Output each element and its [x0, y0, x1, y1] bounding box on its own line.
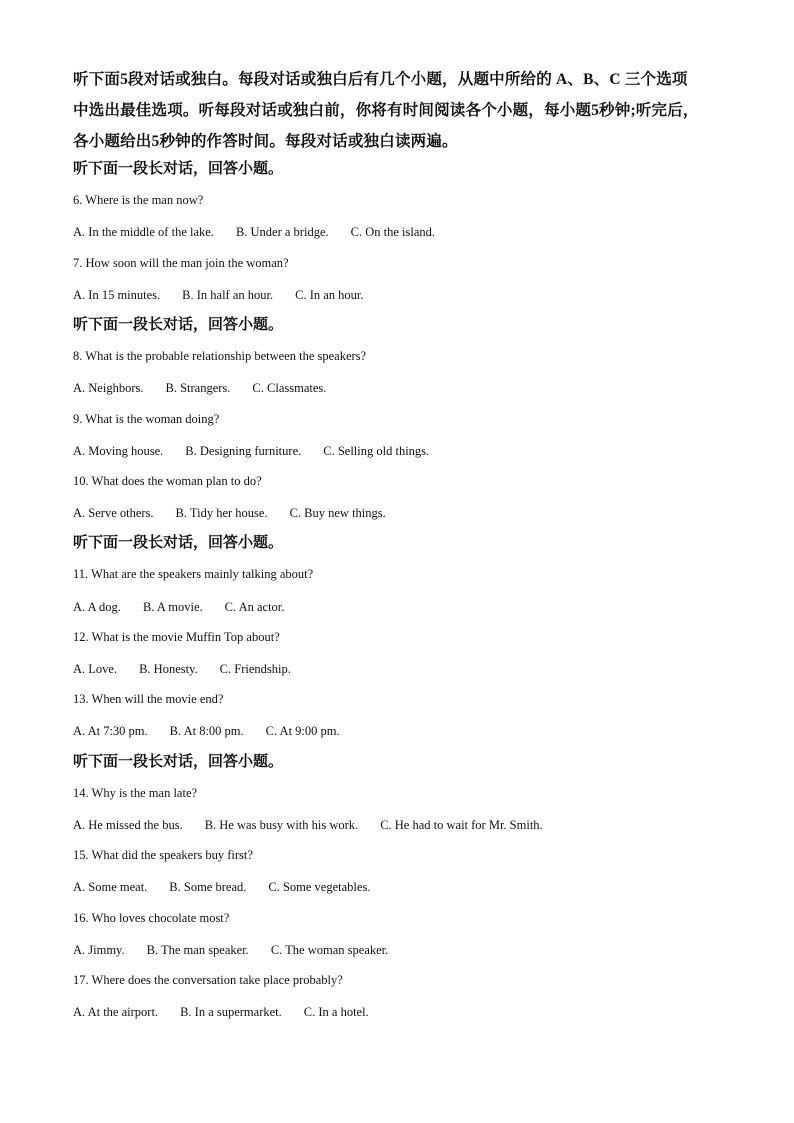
option-a: A. Jimmy.: [73, 942, 125, 957]
question-text: 14. Why is the man late?: [73, 785, 198, 800]
answer-options: [73, 653, 753, 684]
option-a: A. Love.: [73, 662, 118, 676]
option-c: C. In a hotel.: [303, 1005, 369, 1020]
instructions-line: 中选出最佳选项。听每段对话或独白前，你将有时间阅读各个小题，每小题5秒钟;听完后，: [73, 102, 699, 119]
question-text: 17. Where does the conversation take place probably?: [73, 972, 343, 987]
answer-options: [73, 372, 753, 403]
option-c: C. He had to wait for Mr. Smith.: [380, 817, 543, 832]
option-b: B. He was busy with his work.: [204, 817, 359, 832]
instructions: [73, 64, 723, 157]
question-text: 8. What is the probable relationship between the speakers?: [73, 349, 367, 364]
question-list: [73, 154, 753, 1027]
option-c: C. In an hour.: [295, 287, 364, 302]
section-heading: 听下面一段长对话，回答小题。: [73, 161, 284, 177]
option-b: B. Strangers.: [165, 381, 231, 396]
answer-options: [73, 279, 753, 310]
answer-options: [73, 435, 753, 466]
question-text: 12. What is the movie Muffin Top about?: [73, 629, 280, 644]
option-a: A. In the middle of the lake.: [73, 225, 214, 240]
question-text: 11. What are the speakers mainly talking about?: [73, 567, 314, 582]
option-c: C. Some vegetables.: [268, 880, 371, 895]
option-a: A. Some meat.: [73, 880, 148, 895]
option-c: C. At 9:00 pm.: [265, 724, 340, 739]
option-a: A. Moving house.: [73, 443, 164, 458]
option-b: B. In a supermarket.: [180, 1005, 282, 1020]
question-text: 10. What does the woman plan to do?: [73, 473, 262, 488]
question-text: 16. Who loves chocolate most?: [73, 910, 230, 925]
option-c: C. Friendship.: [219, 662, 291, 676]
answer-options: [73, 871, 753, 902]
option-a: A. He missed the bus.: [73, 817, 183, 832]
option-a: A. In 15 minutes.: [73, 287, 161, 302]
section-heading: 听下面一段长对话，回答小题。: [73, 316, 284, 333]
answer-options: [73, 591, 753, 622]
option-a: A. A dog.: [73, 599, 121, 614]
option-b: B. Honesty.: [139, 662, 198, 676]
answer-options: [73, 934, 753, 965]
question-text: 6. Where is the man now?: [73, 193, 204, 208]
option-a: A. At 7:30 pm.: [73, 724, 148, 739]
option-b: B. Tidy her house.: [175, 506, 268, 521]
answer-options: [73, 216, 753, 247]
section-heading: 听下面一段长对话，回答小题。: [73, 753, 284, 770]
option-b: B. The man speaker.: [146, 942, 249, 957]
question-text: 9. What is the woman doing?: [73, 411, 220, 426]
answer-options: [73, 497, 753, 528]
answer-options: [73, 809, 753, 840]
option-b: B. A movie.: [142, 599, 203, 614]
question-text: 15. What did the speakers buy first?: [73, 848, 253, 863]
option-b: B. In half an hour.: [182, 287, 274, 302]
option-b: B. Some bread.: [169, 880, 247, 895]
option-c: C. On the island.: [350, 225, 435, 240]
instructions-line: 听下面5段对话或独白。每段对话或独白后有几个小题，从题中所给的 A、B、C 三个选项: [73, 71, 688, 88]
option-c: C. Buy new things.: [289, 506, 386, 521]
option-c: C. The woman speaker.: [270, 942, 389, 957]
question-text: 7. How soon will the man join the woman?: [73, 255, 289, 270]
option-a: A. At the airport.: [73, 1005, 159, 1020]
option-a: A. Neighbors.: [73, 381, 144, 396]
option-c: C. Classmates.: [252, 381, 327, 396]
option-b: B. At 8:00 pm.: [169, 724, 244, 739]
option-c: C. Selling old things.: [323, 443, 430, 458]
option-b: B. Under a bridge.: [235, 225, 329, 240]
question-text: 13. When will the movie end?: [73, 692, 224, 707]
section-heading: 听下面一段长对话，回答小题。: [73, 535, 284, 552]
option-c: C. An actor.: [224, 599, 285, 614]
instructions-line: 各小题给出5秒钟的作答时间。每段对话或独白读两遍。: [73, 133, 458, 150]
answer-options: [73, 996, 753, 1027]
option-b: B. Designing furniture.: [185, 443, 302, 458]
answer-options: [73, 715, 753, 746]
option-a: A. Serve others.: [73, 506, 154, 521]
